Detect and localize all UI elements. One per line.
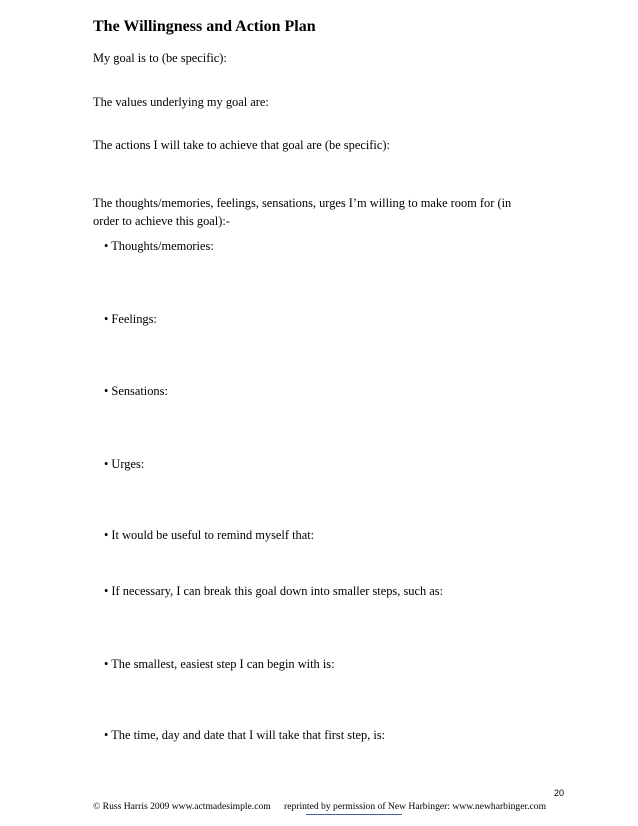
actions-prompt: The actions I will take to achieve that goal are (be specific): xyxy=(93,138,390,152)
bullet-smaller-steps: • If necessary, I can break this goal down into smaller steps, such as: xyxy=(104,584,444,598)
bullet-sensations: • Sensations: xyxy=(104,384,168,398)
bullet-first-step-time: • The time, day and date that I will take that first step, is: xyxy=(104,728,386,742)
page-title: The Willingness and Action Plan xyxy=(93,18,316,35)
footer-permission: reprinted by permission of New Harbinger: www.newharbinger.com xyxy=(284,801,547,812)
footer-link-underline xyxy=(306,814,402,815)
goal-prompt: My goal is to (be specific): xyxy=(93,51,227,65)
bullet-smallest-step: • The smallest, easiest step I can begin with is: xyxy=(104,657,335,671)
page-number: 20 xyxy=(553,788,564,798)
bullet-feelings: • Feelings: xyxy=(104,312,157,326)
footer-copyright: © Russ Harris 2009 www.actmadesimple.com xyxy=(93,801,271,812)
values-prompt: The values underlying my goal are: xyxy=(93,95,269,109)
willingness-prompt: The thoughts/memories, feelings, sensations, urges I’m willing to make room for (in order to achieve this goal):- xyxy=(93,196,512,228)
bullet-urges: • Urges: xyxy=(104,457,145,471)
bullet-remind-myself: • It would be useful to remind myself that: xyxy=(104,528,315,542)
bullet-thoughts-memories: • Thoughts/memories: xyxy=(104,239,214,253)
